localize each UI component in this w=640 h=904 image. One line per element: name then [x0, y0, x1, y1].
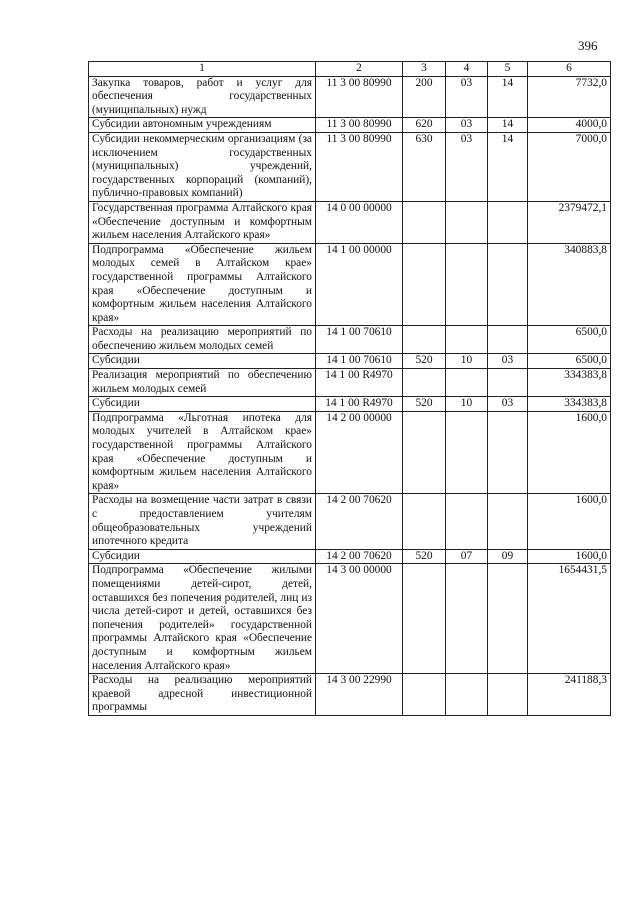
amount-cell: 340883,8 — [528, 243, 611, 326]
expense-name-cell: Субсидии — [89, 549, 316, 564]
expense-type-cell — [403, 326, 446, 354]
target-code-cell: 14 1 00 00000 — [316, 243, 403, 326]
expense-name-cell: Расходы на реализацию мероприятий краевой адресной инвестиционной программы — [89, 674, 316, 716]
table-row — [89, 411, 611, 494]
expense-name-cell: Закупка товаров, работ и услуг для обеспечения государственных (муниципальных) нужд — [89, 76, 316, 118]
expense-type-cell — [403, 564, 446, 674]
section-cell: 10 — [446, 397, 488, 412]
section-cell: 07 — [446, 549, 488, 564]
table-header-row — [89, 62, 611, 77]
table-row — [89, 132, 611, 201]
table-row — [89, 76, 611, 118]
subsection-cell — [488, 674, 528, 716]
target-code-cell: 14 2 00 70620 — [316, 549, 403, 564]
target-code-cell: 14 3 00 00000 — [316, 564, 403, 674]
amount-cell: 1654431,5 — [528, 564, 611, 674]
expense-type-cell — [403, 674, 446, 716]
section-cell — [446, 674, 488, 716]
column-header: 4 — [446, 62, 488, 77]
expense-type-cell: 620 — [403, 118, 446, 133]
expense-type-cell — [403, 411, 446, 494]
subsection-cell: 09 — [488, 549, 528, 564]
target-code-cell: 14 3 00 22990 — [316, 674, 403, 716]
expense-type-cell: 520 — [403, 354, 446, 369]
amount-cell: 334383,8 — [528, 369, 611, 397]
subsection-cell: 03 — [488, 354, 528, 369]
expense-name-cell: Подпрограмма «Обеспечение жилыми помещениями детей-сирот, детей, оставшихся без попечения родителей, лиц из числа детей-сирот и детей, оставшихся без попечения родителей» государственной программы Алтайского края «Обеспечение доступным и комфортным жильем населения Алтайского края» — [89, 564, 316, 674]
amount-cell: 6500,0 — [528, 326, 611, 354]
table-row — [89, 201, 611, 243]
table-row — [89, 118, 611, 133]
section-cell: 03 — [446, 76, 488, 118]
column-header: 2 — [316, 62, 403, 77]
subsection-cell: 14 — [488, 118, 528, 133]
subsection-cell — [488, 369, 528, 397]
amount-cell: 6500,0 — [528, 354, 611, 369]
table-row — [89, 494, 611, 549]
expense-type-cell — [403, 201, 446, 243]
expense-name-cell: Подпрограмма «Обеспечение жильем молодых семей в Алтайском крае» государственной программы Алтайского края «Обеспечение доступным и комфортным жильем населения Алтайского края» — [89, 243, 316, 326]
amount-cell: 241188,3 — [528, 674, 611, 716]
target-code-cell: 14 1 00 R4970 — [316, 369, 403, 397]
table-row — [89, 326, 611, 354]
section-cell — [446, 326, 488, 354]
expense-name-cell: Субсидии — [89, 397, 316, 412]
section-cell — [446, 411, 488, 494]
page-number: 396 — [578, 38, 598, 53]
subsection-cell: 03 — [488, 397, 528, 412]
table-row — [89, 369, 611, 397]
subsection-cell — [488, 243, 528, 326]
table-row — [89, 397, 611, 412]
expense-type-cell: 520 — [403, 549, 446, 564]
expense-type-cell: 520 — [403, 397, 446, 412]
table-row — [89, 564, 611, 674]
target-code-cell: 14 1 00 70610 — [316, 326, 403, 354]
subsection-cell: 14 — [488, 76, 528, 118]
target-code-cell: 14 1 00 70610 — [316, 354, 403, 369]
table-row — [89, 243, 611, 326]
expense-name-cell: Субсидии некоммерческим организациям (за исключением государственных (муниципальных) учреждений, государственных корпораций (компаний), публично-правовых компаний) — [89, 132, 316, 201]
target-code-cell: 11 3 00 80990 — [316, 118, 403, 133]
amount-cell: 2379472,1 — [528, 201, 611, 243]
subsection-cell — [488, 494, 528, 549]
expense-name-cell: Расходы на реализацию мероприятий по обеспечению жильем молодых семей — [89, 326, 316, 354]
section-cell — [446, 243, 488, 326]
target-code-cell: 11 3 00 80990 — [316, 132, 403, 201]
subsection-cell — [488, 411, 528, 494]
target-code-cell: 14 2 00 00000 — [316, 411, 403, 494]
column-header: 1 — [89, 62, 316, 77]
amount-cell: 1600,0 — [528, 411, 611, 494]
amount-cell: 1600,0 — [528, 549, 611, 564]
expense-name-cell: Реализация мероприятий по обеспечению жильем молодых семей — [89, 369, 316, 397]
expense-type-cell — [403, 494, 446, 549]
section-cell — [446, 564, 488, 674]
column-header: 5 — [488, 62, 528, 77]
amount-cell: 7000,0 — [528, 132, 611, 201]
expense-name-cell: Государственная программа Алтайского края «Обеспечение доступным и комфортным жильем населения Алтайского края» — [89, 201, 316, 243]
target-code-cell: 14 2 00 70620 — [316, 494, 403, 549]
target-code-cell: 14 0 00 00000 — [316, 201, 403, 243]
section-cell — [446, 201, 488, 243]
expense-type-cell: 630 — [403, 132, 446, 201]
section-cell — [446, 494, 488, 549]
expense-name-cell: Субсидии автономным учреждениям — [89, 118, 316, 133]
amount-cell: 4000,0 — [528, 118, 611, 133]
expense-name-cell: Подпрограмма «Льготная ипотека для молодых учителей в Алтайском крае» государственной программы Алтайского края «Обеспечение доступным и комфортным жильем населения Алтайского края» — [89, 411, 316, 494]
subsection-cell — [488, 326, 528, 354]
expense-name-cell: Субсидии — [89, 354, 316, 369]
subsection-cell — [488, 564, 528, 674]
expense-type-cell — [403, 243, 446, 326]
section-cell: 03 — [446, 118, 488, 133]
expense-name-cell: Расходы на возмещение части затрат в связи с предоставлением учителям общеобразовательных учреждений ипотечного кредита — [89, 494, 316, 549]
column-header: 6 — [528, 62, 611, 77]
table-row — [89, 674, 611, 716]
budget-table — [88, 61, 611, 716]
subsection-cell: 14 — [488, 132, 528, 201]
table-row — [89, 549, 611, 564]
target-code-cell: 14 1 00 R4970 — [316, 397, 403, 412]
subsection-cell — [488, 201, 528, 243]
section-cell: 03 — [446, 132, 488, 201]
amount-cell: 334383,8 — [528, 397, 611, 412]
expense-type-cell: 200 — [403, 76, 446, 118]
expense-type-cell — [403, 369, 446, 397]
column-header: 3 — [403, 62, 446, 77]
table-row — [89, 354, 611, 369]
amount-cell: 1600,0 — [528, 494, 611, 549]
section-cell — [446, 369, 488, 397]
target-code-cell: 11 3 00 80990 — [316, 76, 403, 118]
amount-cell: 7732,0 — [528, 76, 611, 118]
section-cell: 10 — [446, 354, 488, 369]
